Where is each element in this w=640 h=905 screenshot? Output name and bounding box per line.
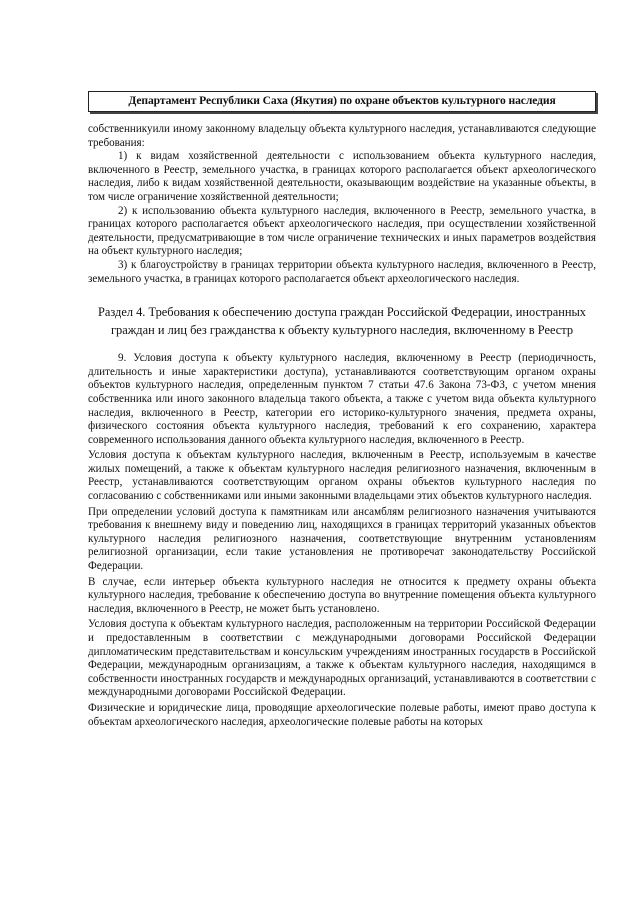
paragraph-intro: собственникуили иному законному владельцу объекта культурного наследия, устанавливаются следующие требования:: [88, 123, 596, 149]
document-header: [88, 91, 596, 112]
paragraph-access-religious: При определении условий доступа к памятникам или ансамблям религиозного назначения учитываются требования к внешнему виду и поведению лиц, находящихся в границах территорий указанных объектов культурного наследия религиозного назначения, соответствующие внутренним установлениям религиозной организации, если такие установления не противоречат законодательству Российской Федерации.: [88, 505, 596, 573]
paragraph-diplomatic: Условия доступа к объектам культурного наследия, расположенным на территории Российской Федерации и предоставленным в соответствии с международными договорами Российской Федерации дипломатическим представительствам и консульским учреждениям иностранных государств в Российской Федерации, международным организациям, а также к объектам культурного наследия, находящимся в собственности иностранных государств и международных организаций, устанавливаются в соответствии с международными договорами Российской Федерации.: [88, 618, 596, 699]
requirement-item-2: 2) к использованию объекта культурного наследия, включенного в Реестр, земельного участка, в границах которого располагается объект археологического наследия, при осуществлении хозяйственной деятельности, предусматривающие в том числе ограничение технических и иных параметров воздействия на объект культурного наследия;: [88, 204, 596, 258]
paragraph-access-residential: Условия доступа к объектам культурного наследия, включенным в Реестр, используемым в качестве жилых помещений, а также к объектам культурного наследия религиозного назначения, включенным в Реестр, устанавливаются соответствующим органом охраны объектов культурного наследия по согласованию с собственниками или иными законными владельцами этих объектов культурного наследия.: [88, 449, 596, 503]
requirement-item-1: 1) к видам хозяйственной деятельности с использованием объекта культурного наследия, включенного в Реестр, земельного участка, в границах которого располагается объект археологического наследия, либо к видам хозяйственной деятельности, оказывающим воздействие на указанные объекты, в том числе ограничение хозяйственной деятельности;: [88, 150, 596, 203]
header-title: Департамент Республики Саха (Якутия) по охране объектов культурного наследия: [128, 94, 556, 107]
document-body: [88, 123, 596, 729]
paragraph-archaeological: Физические и юридические лица, проводящие археологические полевые работы, имеют право доступа к объектам археологического наследия, археологические полевые работы на которых: [88, 701, 596, 728]
paragraph-item-9: 9. Условия доступа к объекту культурного наследия, включенному в Реестр (периодичность, длительность и иные характеристики доступа), устанавливаются соответствующим органом охраны объектов культурного наследия, определенным пунктом 7 статьи 47.6 Закона 73-ФЗ, с учетом мнения собственника или иного законного владельца такого объекта, а также с учетом вида объекта культурного наследия, включенного в Реестр, категории его историко-культурного значения, предмета охраны, физического состояния объекта культурного наследия, требований к его сохранению, характера современного использования данного объекта культурного наследия, включенного в Реестр.: [88, 352, 596, 446]
paragraph-interior: В случае, если интерьер объекта культурного наследия не относится к предмету охраны объекта культурного наследия, требование к обеспечению доступа во внутренние помещения объекта культурного наследия, включенного в Реестр, не может быть установлено.: [88, 575, 596, 615]
section-title: Раздел 4. Требования к обеспечению доступа граждан Российской Федерации, иностранных граждан и лиц без гражданства к объекту культурного наследия, включенному в Реестр: [97, 305, 587, 338]
requirement-item-3: 3) к благоустройству в границах территории объекта культурного наследия, включенного в Реестр, земельного участка, в границах которого располагается объект археологического наследия.: [88, 258, 596, 285]
